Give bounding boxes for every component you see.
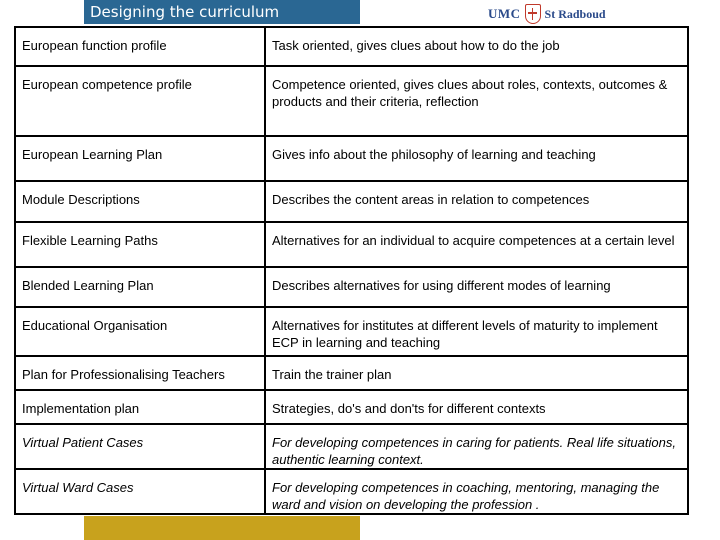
row-item: Educational Organisation xyxy=(15,307,265,356)
table-row xyxy=(15,27,688,66)
row-description: Competence oriented, gives clues about roles, contexts, outcomes & products and their criteria, reflection xyxy=(265,66,688,136)
row-item: European Learning Plan xyxy=(15,136,265,181)
row-description: Describes the content areas in relation to competences xyxy=(265,181,688,222)
logo-umc-text: UMC xyxy=(488,6,521,21)
table-row xyxy=(15,222,688,267)
row-item: Flexible Learning Paths xyxy=(15,222,265,267)
row-description: Alternatives for an individual to acquire competences at a certain level xyxy=(265,222,688,267)
umc-st-radboud-logo xyxy=(488,3,606,25)
table-row xyxy=(15,181,688,222)
table-row xyxy=(15,136,688,181)
row-description: Gives info about the philosophy of learning and teaching xyxy=(265,136,688,181)
slide-title: Designing the curriculum xyxy=(84,0,360,24)
row-item: Implementation plan xyxy=(15,390,265,424)
row-item: Virtual Ward Cases xyxy=(15,469,265,514)
row-description: Train the trainer plan xyxy=(265,356,688,390)
row-description: Task oriented, gives clues about how to do the job xyxy=(265,27,688,66)
table-row xyxy=(15,469,688,514)
table-row xyxy=(15,307,688,356)
table-row xyxy=(15,356,688,390)
row-item: Plan for Professionalising Teachers xyxy=(15,356,265,390)
table-row xyxy=(15,424,688,469)
row-description: For developing competences in caring for patients. Real life situations, authentic learning context. xyxy=(265,424,688,469)
row-item: Module Descriptions xyxy=(15,181,265,222)
table-row xyxy=(15,390,688,424)
logo-radboud-text: St Radboud xyxy=(544,6,606,21)
row-description: Alternatives for institutes at different levels of maturity to implement ECP in learning and teaching xyxy=(265,307,688,356)
row-item: Virtual Patient Cases xyxy=(15,424,265,469)
row-item: European function profile xyxy=(15,27,265,66)
row-item: Blended Learning Plan xyxy=(15,267,265,307)
row-description: Strategies, do's and don'ts for different contexts xyxy=(265,390,688,424)
row-item: European competence profile xyxy=(15,66,265,136)
table-row xyxy=(15,267,688,307)
curriculum-table xyxy=(14,26,689,515)
crest-icon xyxy=(525,4,541,24)
row-description: For developing competences in coaching, mentoring, managing the ward and vision on developing the profession . xyxy=(265,469,688,514)
footer-bar xyxy=(84,516,360,540)
row-description: Describes alternatives for using different modes of learning xyxy=(265,267,688,307)
table-row xyxy=(15,66,688,136)
